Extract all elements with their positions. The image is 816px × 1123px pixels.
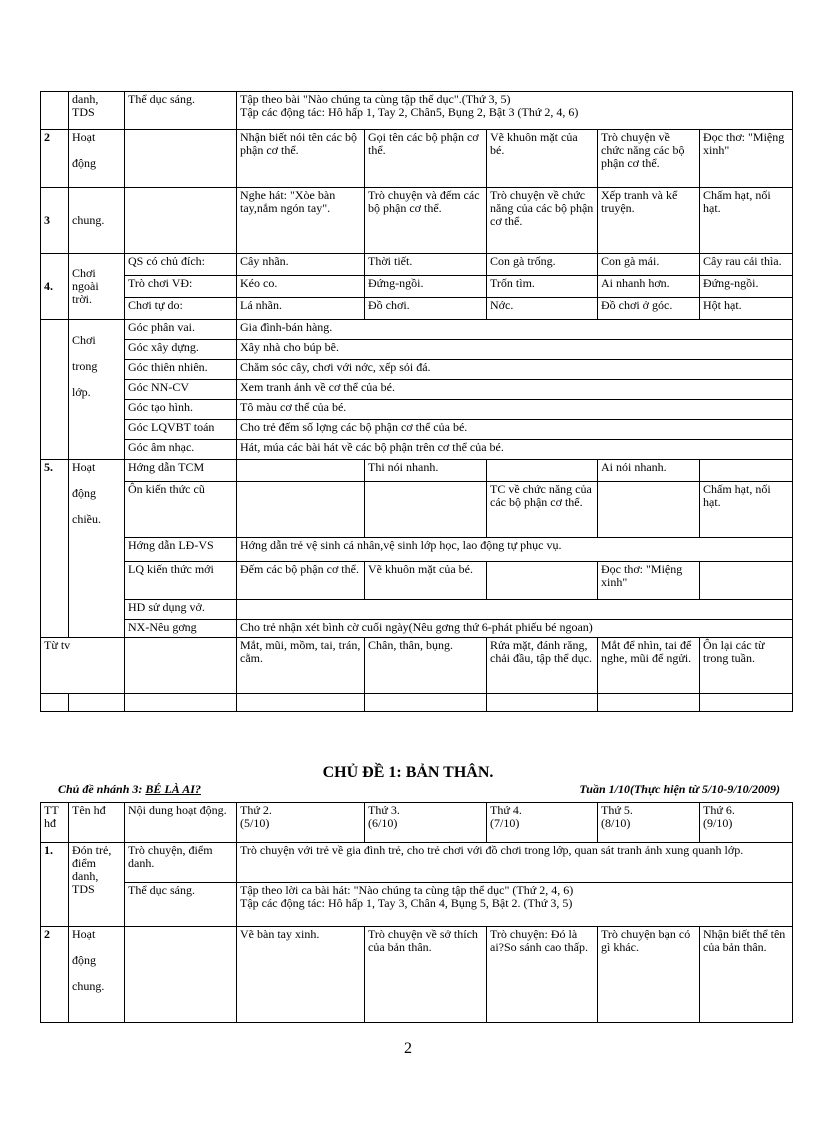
row-name: Đón trẻ, điểm danh, TDS <box>69 843 125 927</box>
table-row <box>41 276 793 298</box>
table-cell: Trò chuyện và đếm các bộ phận cơ thể. <box>365 188 487 254</box>
sub-label: Góc tạo hình. <box>125 400 237 420</box>
table-cell <box>237 600 793 620</box>
sub-label: Chơi tự do: <box>125 298 237 320</box>
table-cell: TC về chức năng của các bộ phận cơ thể. <box>487 482 598 538</box>
week-label: Tuần 1/10(Thực hiện từ 5/10-9/10/2009) <box>579 782 780 796</box>
table-row <box>41 320 793 340</box>
table-row <box>41 92 793 130</box>
table-row <box>41 927 793 1023</box>
table-cell: Trò chuyện bạn có gì khác. <box>598 927 700 1023</box>
sub-label: Trò chuyện, điểm danh. <box>125 843 237 883</box>
row-number: 2 <box>41 927 69 1023</box>
sub-label: Góc âm nhạc. <box>125 440 237 460</box>
table-cell: Trò chuyện về sở thích của bản thân. <box>365 927 487 1023</box>
table-cell: Xem tranh ảnh về cơ thể của bé. <box>237 380 793 400</box>
table-row <box>41 298 793 320</box>
table-row <box>41 380 793 400</box>
sub-label: NX-Nêu gơng <box>125 620 237 638</box>
sub-label: Hớng dẫn LĐ-VS <box>125 538 237 562</box>
table-cell: Cho trẻ đếm số lợng các bộ phận cơ thể của bé. <box>237 420 793 440</box>
table-cell: Đọc thơ: "Miệng xinh" <box>598 562 700 600</box>
row-name: danh, TDS <box>69 92 125 130</box>
table-cell: Tập theo lời ca bài hát: "Nào chúng ta cùng tập thể dục" (Thứ 2, 4, 6) Tập các động tác: Hô hấp 1, Tay 3, Chân 4, Bụng 5, Bật 2. (Thứ 3, 5) <box>237 883 793 927</box>
table-cell: Chấm hạt, nối hạt. <box>700 188 793 254</box>
table-cell: Rửa mặt, đánh răng, chải đầu, tập thể dục. <box>487 638 598 694</box>
row-number: 2 <box>41 130 69 188</box>
table-cell: Trốn tìm. <box>487 276 598 298</box>
table-cell: Cho trẻ nhận xét bình cờ cuối ngày(Nêu gơng thứ 6-phát phiếu bé ngoan) <box>237 620 793 638</box>
sub-label: Góc NN-CV <box>125 380 237 400</box>
row-name: Hoạt động chiều. <box>69 460 125 638</box>
schedule-table-top <box>40 91 793 712</box>
table-cell <box>700 562 793 600</box>
header-day: Thứ 2. (5/10) <box>237 803 365 843</box>
sub-label: Góc phân vai. <box>125 320 237 340</box>
header-day: Thứ 5. (8/10) <box>598 803 700 843</box>
table-cell: Con gà mái. <box>598 254 700 276</box>
table-cell: Trò chuyện: Đó là ai?So sánh cao thấp. <box>487 927 598 1023</box>
header-day: Thứ 4. (7/10) <box>487 803 598 843</box>
table-cell: Gọi tên các bộ phận cơ thể. <box>365 130 487 188</box>
table-cell: Vẽ khuôn mặt của bé. <box>365 562 487 600</box>
table-cell: Gia đình-bán hàng. <box>237 320 793 340</box>
table-cell: Thi nói nhanh. <box>365 460 487 482</box>
table-cell: Đứng-ngồi. <box>365 276 487 298</box>
table-row <box>41 130 793 188</box>
table-cell: Cây nhãn. <box>237 254 365 276</box>
table-cell: Tô màu cơ thể của bé. <box>237 400 793 420</box>
sub-label: Góc thiên nhiên. <box>125 360 237 380</box>
table-cell <box>598 482 700 538</box>
table-cell: Cây rau cải thìa. <box>700 254 793 276</box>
table-cell: Nhận biết nói tên các bộ phận cơ thể. <box>237 130 365 188</box>
table-row <box>41 843 793 883</box>
table-cell <box>487 460 598 482</box>
table-cell: Chăm sóc cây, chơi với nớc, xếp sỏi đá. <box>237 360 793 380</box>
table-row <box>41 360 793 380</box>
sub-label: Thể dục sáng. <box>125 883 237 927</box>
table-cell: Trò chuyện với trẻ về gia đình trẻ, cho trẻ chơi với đồ chơi trong lớp, quan sát tranh ảnh xung quanh lớp. <box>237 843 793 883</box>
sub-label: Hớng dẫn TCM <box>125 460 237 482</box>
table-row <box>41 460 793 482</box>
table-cell: Thời tiết. <box>365 254 487 276</box>
table-cell <box>365 482 487 538</box>
table-cell: Trò chuyện về chức năng các bộ phận cơ thể. <box>598 130 700 188</box>
table-cell: Mắt để nhìn, tai để nghe, mũi để ngửi. <box>598 638 700 694</box>
sub-label: HD sử dụng vở. <box>125 600 237 620</box>
table-cell: Xếp tranh và kể truyện. <box>598 188 700 254</box>
table-cell: Hát, múa các bài hát về các bộ phận trên cơ thể của bé. <box>237 440 793 460</box>
table-cell: Con gà trống. <box>487 254 598 276</box>
header-tt: TT hđ <box>41 803 69 843</box>
header-day: Thứ 6. (9/10) <box>700 803 793 843</box>
page-number: 2 <box>404 1040 412 1057</box>
table-row <box>41 254 793 276</box>
row-number: 4. <box>41 254 69 320</box>
table-row <box>41 440 793 460</box>
table-cell: Nghe hát: "Xòe bàn tay,nắm ngón tay". <box>237 188 365 254</box>
table-cell: Đồ chơi. <box>365 298 487 320</box>
sub-label: LQ kiến thức mới <box>125 562 237 600</box>
table-row <box>41 538 793 562</box>
table-cell: Hớng dẫn trẻ vệ sinh cá nhân,vệ sinh lớp học, lao động tự phục vụ. <box>237 538 793 562</box>
table-cell: Đứng-ngồi. <box>700 276 793 298</box>
table-cell: Nớc. <box>487 298 598 320</box>
table-row <box>41 482 793 538</box>
table-row <box>41 638 793 694</box>
row-name: Hoạt động <box>69 130 125 188</box>
row-name: Chơi ngoài trời. <box>69 254 125 320</box>
table-cell: Chấm hạt, nối hạt. <box>700 482 793 538</box>
sub-label: Ôn kiến thức cũ <box>125 482 237 538</box>
table-cell: Ai nhanh hơn. <box>598 276 700 298</box>
sub-label: Góc xây dựng. <box>125 340 237 360</box>
table-cell <box>237 482 365 538</box>
table-cell: Ai nói nhanh. <box>598 460 700 482</box>
table-row <box>41 620 793 638</box>
row-number: 1. <box>41 843 69 927</box>
row-name: Từ tv <box>41 638 125 694</box>
table-row <box>41 562 793 600</box>
table-cell: Lá nhãn. <box>237 298 365 320</box>
table-row <box>41 883 793 927</box>
table-cell: Vẽ khuôn mặt của bé. <box>487 130 598 188</box>
table-cell: Đọc thơ: "Miệng xinh" <box>700 130 793 188</box>
sub-label: Trò chơi VĐ: <box>125 276 237 298</box>
row-number: 5. <box>41 460 69 638</box>
table-cell: Ôn lại các từ trong tuần. <box>700 638 793 694</box>
table-cell: Hột hạt. <box>700 298 793 320</box>
header-content: Nội dung hoạt động. <box>125 803 237 843</box>
table-row <box>41 188 793 254</box>
table-cell: Kéo co. <box>237 276 365 298</box>
table-header-row <box>41 803 793 843</box>
header-day: Thứ 3. (6/10) <box>365 803 487 843</box>
table-cell: Đếm các bộ phận cơ thể. <box>237 562 365 600</box>
table-cell <box>487 562 598 600</box>
table-row <box>41 400 793 420</box>
row-name: Hoạt động chung. <box>69 927 125 1023</box>
activity-label: Thể dục sáng. <box>125 92 237 130</box>
table-cell: Đồ chơi ở góc. <box>598 298 700 320</box>
row-number: 3 <box>41 188 69 254</box>
table-cell: Mắt, mũi, mồm, tai, trán, cằm. <box>237 638 365 694</box>
header-name: Tên hđ <box>69 803 125 843</box>
schedule-table-bottom <box>40 802 793 1023</box>
activity-text: Tập theo bài "Nào chúng ta cùng tập thể dục".(Thứ 3, 5) Tập các động tác: Hô hấp 1, Tay 2, Chân5, Bụng 2, Bật 3 (Thứ 2, 4, 6) <box>237 92 793 130</box>
table-row <box>41 340 793 360</box>
table-cell: Xây nhà cho búp bê. <box>237 340 793 360</box>
table-cell: Nhận biết thể tên của bản thân. <box>700 927 793 1023</box>
table-cell: Trò chuyện về chức năng của các bộ phận cơ thể. <box>487 188 598 254</box>
topic-heading: CHỦ ĐỀ 1: BẢN THÂN. <box>322 764 494 781</box>
table-cell <box>700 460 793 482</box>
row-name: Chơi trong lớp. <box>69 320 125 460</box>
table-cell: Chân, thân, bụng. <box>365 638 487 694</box>
subtopic-label: Chủ đề nhánh 3: BÉ LÀ AI? <box>58 782 201 796</box>
sub-label: QS có chủ đích: <box>125 254 237 276</box>
table-row <box>41 420 793 440</box>
sub-label: Góc LQVBT toán <box>125 420 237 440</box>
row-name: chung. <box>69 188 125 254</box>
table-cell <box>237 460 365 482</box>
table-row <box>41 694 793 712</box>
table-cell: Vẽ bàn tay xinh. <box>237 927 365 1023</box>
table-row <box>41 600 793 620</box>
